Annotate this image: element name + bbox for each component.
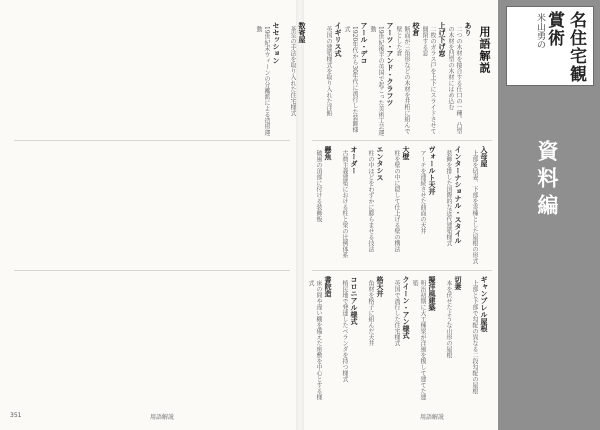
glossary-definition: 明治初期に大工棟梁が洋風を模して建てた建築 <box>411 280 426 400</box>
glossary-definition: アーチを連続させた曲面の天井 <box>419 150 426 234</box>
glossary-definition: 装飾を排した国際的な近代建築様式 <box>445 150 452 246</box>
glossary-term: エンタシス <box>376 146 385 181</box>
glossary-definition: 柱を壁の中に隠して仕上げる壁の構法 <box>393 150 400 252</box>
glossary-term: インターナショナル・スタイル <box>454 146 463 244</box>
series-title: 名住宅観賞術 <box>544 11 586 83</box>
series-title-box <box>506 6 594 86</box>
glossary-term: 書院造 <box>324 276 333 297</box>
tier-rule <box>14 140 290 141</box>
glossary-term: 大壁 <box>402 146 411 160</box>
glossary-definition: 断面が三角形などの木材を井桁に組んで壁とした倉 <box>395 26 410 134</box>
glossary-term: あり <box>464 22 473 36</box>
glossary-term: 数寄屋 <box>298 22 307 43</box>
glossary-term: アール・デコ <box>360 22 369 64</box>
glossary-definition: 1920年代から30年代に流行した装飾様式 <box>343 26 358 133</box>
tier-rule <box>14 270 290 271</box>
glossary-definition: 英国の建築様式を取り入れた洋館 <box>325 26 332 116</box>
glossary-definition: 上部と下部で勾配の異なる二段勾配の屋根 <box>471 280 478 394</box>
glossary-definition: 植民地で発達したベランダを持つ様式 <box>341 280 348 382</box>
glossary-definition: 角材を格子に組んだ天井 <box>367 280 374 346</box>
glossary-definition: 英国で流行した住宅様式 <box>393 280 400 346</box>
glossary-term: オーダー <box>350 146 359 174</box>
glossary-definition: 古典主義建築における柱と梁の比例体系 <box>341 150 348 258</box>
glossary-term: セセッション <box>272 22 281 64</box>
glossary-definition: 破風の頂部に付ける装飾板 <box>315 150 322 222</box>
running-footer-right: 用語解説 <box>420 414 445 421</box>
glossary-definition: 茶室の手法を取り入れた住宅様式 <box>289 26 296 116</box>
series-subtitle: 米山勇の <box>535 13 545 49</box>
glossary-term: 入母屋 <box>480 146 489 167</box>
running-footer-left: 用語解説 <box>150 414 175 421</box>
glossary-term: ギャンブレル屋根 <box>480 276 489 332</box>
glossary-definition: 二つの木材を接合する仕口の一種。凸型の木材を凹型の木材にはめ込む <box>447 26 462 134</box>
glossary-term: 格天井 <box>376 276 385 297</box>
glossary-definition: 二枚のガラス戸を上下にスライドさせて開閉する窓 <box>421 26 436 134</box>
glossary-heading: 用語解説 <box>478 26 491 74</box>
page-number: 351 <box>10 412 22 419</box>
glossary-term: イギリス式 <box>334 22 343 57</box>
glossary-definition: 19世紀末ウィーンの分離派による造形運動 <box>255 26 270 136</box>
glossary-definition: 上部を切妻、下部を寄棟とした屋根の形式 <box>471 150 478 264</box>
glossary-term: ヴォールト天井 <box>428 146 437 195</box>
glossary-definition: 19世紀後半の英国で起こった美術工芸運動 <box>369 26 384 136</box>
glossary-term: 擬洋風建築 <box>428 276 437 311</box>
tier-rule <box>312 140 492 141</box>
glossary-definition: 本を伏せたような山形の屋根 <box>445 280 452 358</box>
glossary-term: 切妻 <box>454 276 463 290</box>
glossary-term: 上げ下げ窓 <box>438 22 447 57</box>
glossary-term: アーツ・アンド・クラフツ <box>386 22 395 106</box>
tier-rule <box>312 270 492 271</box>
glossary-term: 懸魚 <box>324 146 333 160</box>
glossary-term: クイーン・アン様式 <box>402 276 411 339</box>
glossary-definition: 床の間や違い棚を備えた座敷を中心とする様式 <box>307 280 322 400</box>
glossary-term: コロニアル様式 <box>350 276 359 325</box>
glossary-definition: 柱の中ほどをわずかに膨らませる技法 <box>367 150 374 252</box>
section-title: 資料編 <box>535 140 560 221</box>
glossary-term: 校倉 <box>412 22 421 36</box>
